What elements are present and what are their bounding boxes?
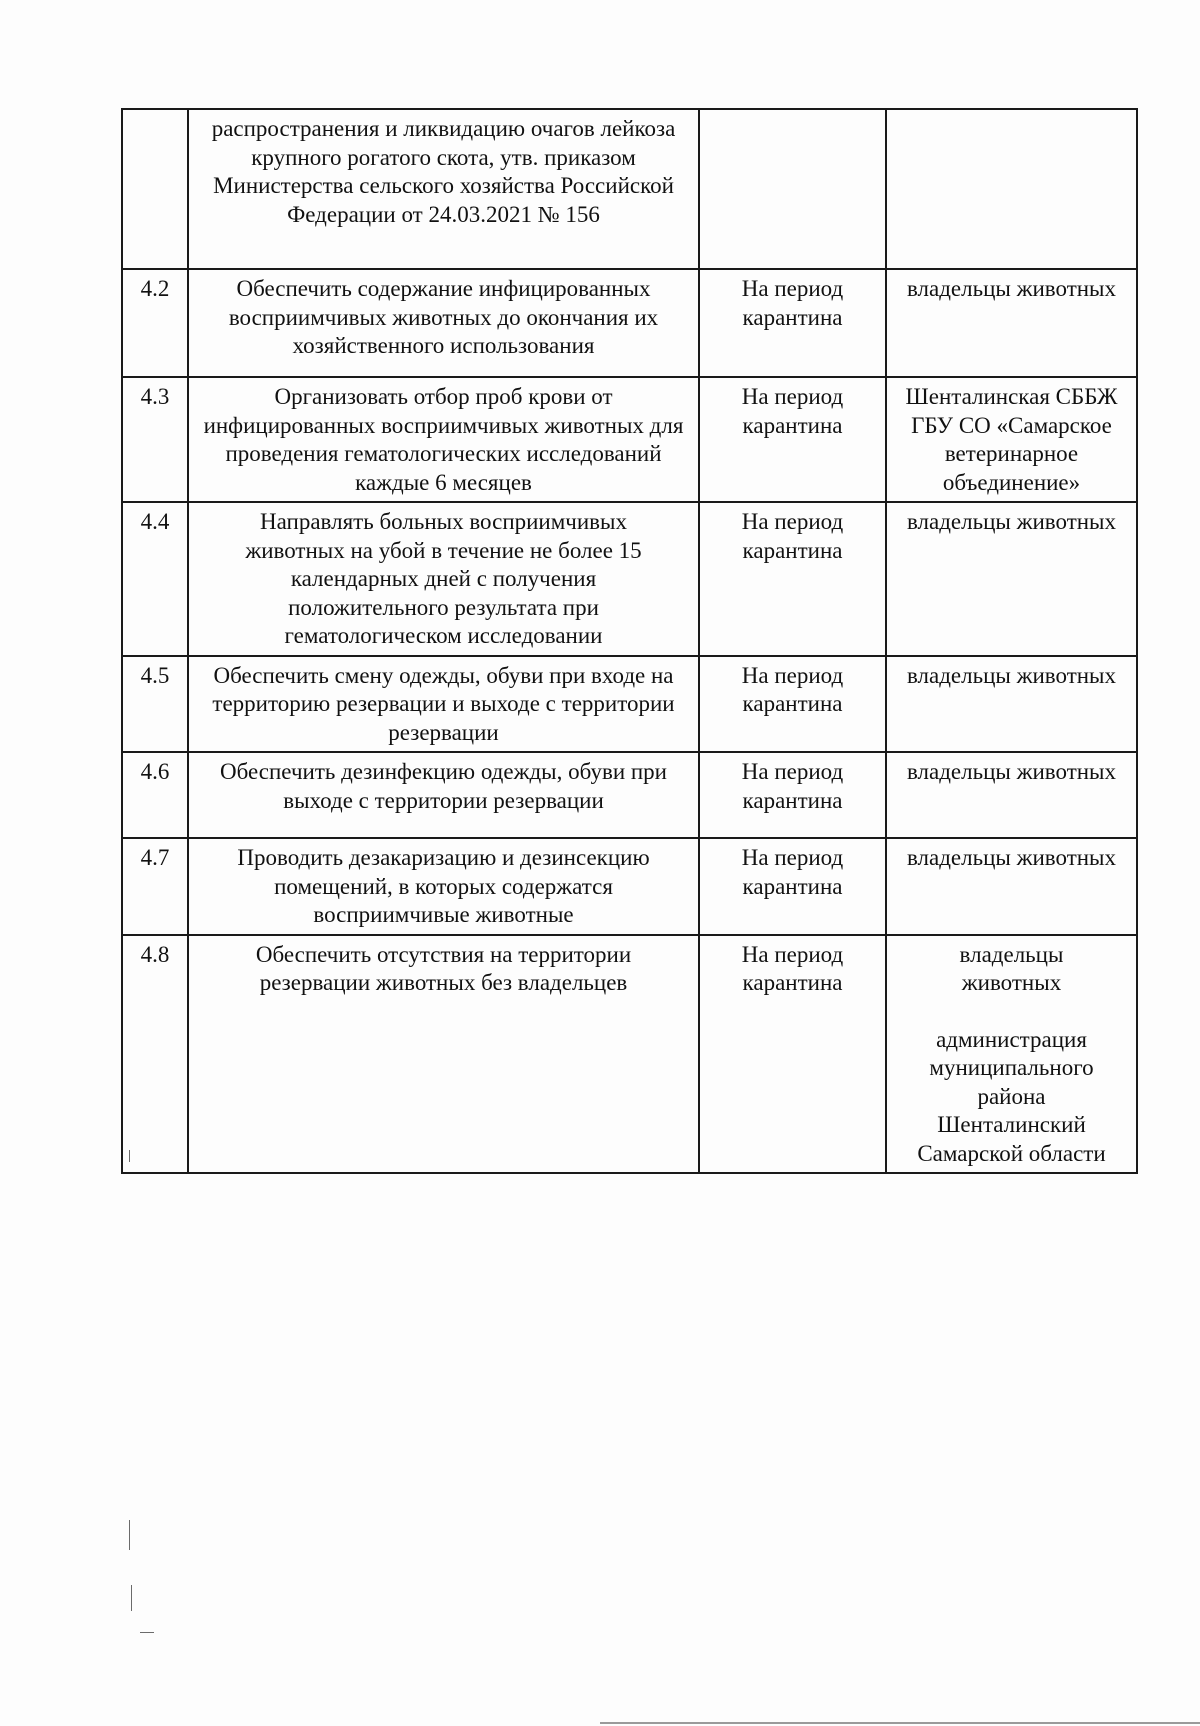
responsible-line: владельцы животных xyxy=(959,941,1064,995)
responsible-line: владельцы животных xyxy=(906,509,1117,534)
row-action: Обеспечить дезинфекцию одежды, обуви при выходе с территории резервации xyxy=(188,752,699,838)
row-number: 4.6 xyxy=(122,752,188,838)
scan-mark xyxy=(140,1632,154,1633)
scan-mark xyxy=(129,1520,130,1550)
responsible-line: владельцы животных xyxy=(906,759,1117,784)
row-term: На период карантина xyxy=(699,377,886,502)
table-row xyxy=(122,838,1137,935)
row-number: 4.2 xyxy=(122,269,188,377)
row-number: 4.3 xyxy=(122,377,188,502)
row-responsible xyxy=(886,269,1137,377)
row-responsible xyxy=(886,752,1137,838)
responsible-line: владельцы животных xyxy=(906,662,1117,688)
responsible-line: владельцы животных xyxy=(906,276,1117,301)
row-term: На период карантина xyxy=(699,656,886,753)
row-number: 4.5 xyxy=(122,656,188,753)
table-row xyxy=(122,109,1137,269)
scan-mark xyxy=(131,1585,132,1611)
row-responsible xyxy=(886,377,1137,502)
row-action: Проводить дезакаризацию и дезинсекцию помещений, в которых содержатся восприимчивые животные xyxy=(188,838,699,935)
row-number xyxy=(122,109,188,269)
page-edge xyxy=(600,1722,1200,1724)
table-row xyxy=(122,377,1137,502)
table-row xyxy=(122,502,1137,656)
row-term: На период карантина xyxy=(699,502,886,656)
table-row xyxy=(122,935,1137,1174)
table-row xyxy=(122,752,1137,838)
spacer xyxy=(917,998,1106,1026)
row-term: На период карантина xyxy=(699,838,886,935)
row-action: Обеспечить содержание инфицированных восприимчивых животных до окончания их хозяйственного использования xyxy=(188,269,699,377)
table-row xyxy=(122,656,1137,753)
row-responsible xyxy=(886,109,1137,269)
scan-mark xyxy=(129,1150,130,1162)
responsible-line: Шенталинская СББЖ ГБУ СО «Самарское ветеринарное объединение» xyxy=(905,384,1118,495)
row-term xyxy=(699,109,886,269)
row-action: Обеспечить смену одежды, обуви при входе на территорию резервации и выходе с территории резервации xyxy=(188,656,699,753)
row-number: 4.7 xyxy=(122,838,188,935)
row-action: Направлять больных восприимчивых животных на убой в течение не более 15 календарных дней с получения положительного результата при гематологическом исследовании xyxy=(188,502,699,656)
row-responsible xyxy=(886,656,1137,753)
row-term: На период карантина xyxy=(699,935,886,1174)
row-responsible xyxy=(886,838,1137,935)
responsible-line: администрация муниципального района Шенталинский Самарской области xyxy=(917,1026,1106,1166)
row-responsible xyxy=(886,502,1137,656)
row-term: На период карантина xyxy=(699,269,886,377)
responsible-line: владельцы животных xyxy=(906,845,1117,870)
row-action: Организовать отбор проб крови от инфицированных восприимчивых животных для проведения гематологических исследований каждые 6 месяцев xyxy=(188,377,699,502)
row-number: 4.4 xyxy=(122,502,188,656)
row-number: 4.8 xyxy=(122,935,188,1174)
row-responsible xyxy=(886,935,1137,1174)
table-row xyxy=(122,269,1137,377)
row-action: распространения и ликвидацию очагов лейкоза крупного рогатого скота, утв. приказом Министерства сельского хозяйства Российской Федерации от 24.03.2021 № 156 xyxy=(188,109,699,269)
measures-table xyxy=(121,108,1138,1174)
row-term: На период карантина xyxy=(699,752,886,838)
row-action: Обеспечить отсутствия на территории резервации животных без владельцев xyxy=(188,935,699,1174)
